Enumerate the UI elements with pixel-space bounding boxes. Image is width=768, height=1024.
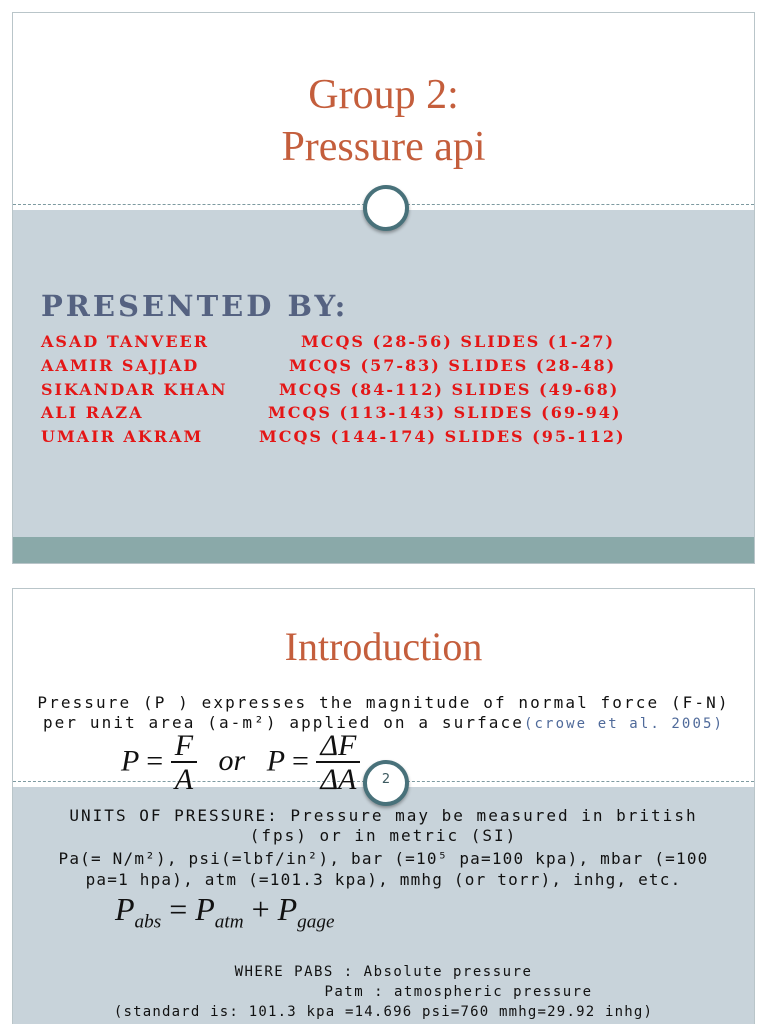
pressure-formula: P = $\frac{F}{A}$ or P = $\frac{\Delta F}{\Delta A}$	[121, 731, 360, 796]
presenter-range: MCQS (144-174) SLIDES (95-112)	[259, 427, 626, 446]
slide-2	[12, 588, 755, 1024]
presented-by-heading: PRESENTED BY:	[41, 289, 349, 323]
units-line1: UNITS OF PRESSURE: Pressure may be measured in british	[69, 806, 698, 825]
presenter-name: ASAD TANVEER	[41, 332, 209, 351]
slide-title-line2: Pressure api	[281, 124, 486, 170]
slide-number: 2	[381, 772, 391, 787]
slide-number-ring-icon	[363, 760, 409, 806]
where-line1: WHERE PABS : Absolute pressure	[234, 964, 533, 980]
presenter-row	[41, 403, 622, 422]
definition-line1: Pressure (P ) expresses the magnitude of normal force (F-N)	[37, 693, 730, 712]
presenter-name: AAMIR SAJJAD	[41, 356, 200, 375]
fraction-df-over-da: $\frac{\Delta F}{\Delta A}$	[316, 731, 360, 796]
presenter-name: ALI RAZA	[41, 403, 144, 422]
ring-ornament-icon	[363, 185, 409, 231]
slide-1	[12, 12, 755, 564]
presenter-row	[41, 427, 626, 446]
units-line3: Pa(= N/m²), psi(=lbf/in²), bar (=10⁵ pa=100 kpa), mbar (=100	[58, 849, 709, 868]
presenter-range: MCQS (57-83) SLIDES (28-48)	[289, 356, 617, 375]
footer-band	[13, 537, 754, 564]
presenter-row	[41, 356, 617, 375]
where-line3: (standard is: 101.3 kpa =14.696 psi=760 mmhg=29.92 inhg)	[113, 1004, 654, 1020]
citation: (crowe et al. 2005)	[524, 716, 725, 732]
presenter-range: MCQS (113-143) SLIDES (69-94)	[268, 403, 622, 422]
units-line4: pa=1 hpa), atm (=101.3 kpa), mmhg (or torr), inhg, etc.	[85, 870, 682, 889]
presenter-range: MCQS (28-56) SLIDES (1-27)	[301, 332, 616, 351]
presenter-range: MCQS (84-112) SLIDES (49-68)	[279, 380, 620, 399]
where-line2: Patm : atmospheric pressure	[324, 984, 593, 1000]
presenter-row	[41, 380, 620, 399]
presenter-row	[41, 332, 616, 351]
absolute-pressure-formula: $P_{abs} = P_{atm} + P_{gage}$	[115, 891, 335, 933]
slide-title: Introduction	[284, 624, 483, 669]
units-line2: (fps) or in metric (SI)	[249, 826, 518, 845]
presenter-name: UMAIR AKRAM	[41, 427, 204, 446]
definition-line2: per unit area (a-m²) applied on a surface(crowe et al. 2005)	[42, 713, 725, 732]
presenter-name: SIKANDAR KHAN	[41, 380, 228, 399]
fraction-f-over-a: $\frac{F}{A}$	[171, 731, 197, 796]
slide-title-line1: Group 2:	[308, 72, 459, 118]
